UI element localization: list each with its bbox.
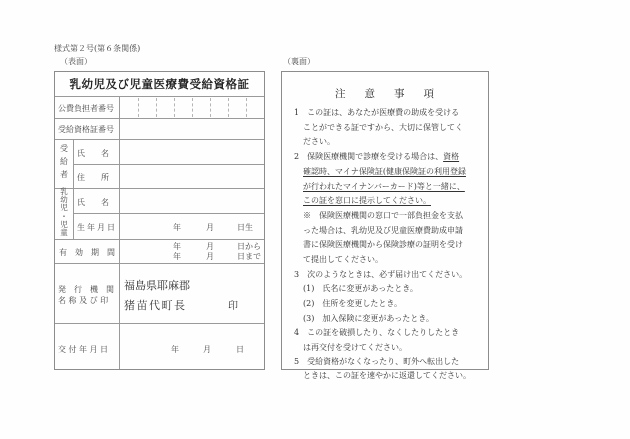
public-payer-number-field[interactable] [121, 99, 263, 117]
child-birthdate-label: 生年月日 [77, 223, 117, 232]
recipient-group-label [59, 142, 69, 181]
issuer-label-line2: 名 称 及 び 印 [58, 296, 109, 305]
issuer-label-line1: 発 行 機 関 [58, 285, 114, 294]
issuer-mayor: 猪苗代町長 [124, 299, 187, 312]
seal-mark: 印 [228, 301, 238, 312]
child-group-label [59, 188, 69, 237]
note-line: て提出してください。 [303, 255, 383, 264]
child-name-field[interactable] [121, 191, 263, 211]
title-char: 項 [423, 88, 435, 100]
validity-from-year: 年 [173, 242, 181, 251]
certificate-front [54, 71, 265, 370]
note-line: 5 受給資格がなくなったり、町外へ転出した [294, 357, 460, 366]
group-char: 幼 [60, 195, 68, 205]
group-char: ・ [60, 211, 68, 221]
group-char: 児 [60, 219, 68, 229]
notes-title [282, 86, 488, 101]
recipient-name-label: 氏 名 [77, 149, 109, 158]
issue-year-unit: 年 [171, 345, 179, 354]
note-line-underlined: が行われたマイナンバーカード)等と一緒に、 [303, 182, 465, 191]
note-line-underlined: 確認時、マイナ保険証(健康保険証の利用登録 [303, 167, 466, 176]
front-side-label: （表面） [60, 57, 92, 66]
recipient-name-field[interactable] [121, 142, 263, 162]
title-char: 事 [394, 88, 406, 100]
divider [119, 96, 120, 369]
birth-month-unit: 月 [206, 223, 214, 232]
divider [55, 118, 264, 119]
note-line: は再交付を受けてください。 [303, 343, 407, 352]
recipient-address-label: 住 所 [77, 173, 109, 182]
divider [55, 263, 264, 264]
note-line: (3) 加入保険に変更があったとき。 [303, 314, 434, 323]
birth-year-unit: 年 [173, 223, 181, 232]
divider [55, 188, 264, 189]
note-line: ※ 保険医療機関の窓口で一部負担金を支払 [303, 211, 463, 220]
title-char: 意 [364, 88, 376, 100]
issue-day-unit: 日 [236, 345, 244, 354]
issue-date-label: 交付年月日 [58, 345, 111, 354]
note-line: 書に保険医療機関から保険診療の証明を受け [303, 240, 463, 249]
divider [55, 323, 264, 324]
certificate-number-label: 受給資格証番号 [58, 125, 114, 134]
certificate-title: 乳幼児及び児童医療費受給資格証 [69, 77, 250, 91]
divider [55, 239, 264, 240]
note-line: ださい。 [303, 137, 335, 146]
issuer-prefecture-county: 福島県耶麻郡 [124, 279, 190, 292]
group-char: 受 [60, 144, 68, 153]
group-char: 者 [60, 170, 68, 179]
divider [55, 139, 264, 140]
note-line: (2) 住所を変更したとき。 [303, 299, 403, 308]
note-line: 3 次のようなときは、必ず届け出てください。 [294, 270, 468, 279]
note-text: 2 保険医療機関で診療を受ける場合は、 [294, 152, 444, 161]
birth-day-unit: 日生 [237, 223, 253, 232]
validity-to-day: 日まで [237, 252, 261, 261]
validity-from-month: 月 [206, 242, 214, 251]
divider [73, 213, 264, 214]
public-payer-number-label: 公費負担者番号 [58, 104, 114, 113]
back-side-label: （裏面） [283, 57, 315, 66]
group-char: 児 [60, 203, 68, 213]
divider [73, 164, 264, 165]
group-char: 給 [60, 157, 68, 166]
form-number: 様式第２号(第６条関係) [54, 44, 141, 53]
recipient-address-field[interactable] [121, 166, 263, 186]
note-line: (1) 氏名に変更があったとき。 [303, 284, 418, 293]
child-name-label: 氏 名 [77, 198, 109, 207]
certificate-number-field[interactable] [121, 120, 263, 138]
certificate-back [281, 71, 489, 380]
divider [55, 96, 264, 97]
note-line-underlined: この証を窓口に提示してください。 [303, 196, 431, 205]
issue-month-unit: 月 [203, 345, 211, 354]
group-char: 乳 [60, 187, 68, 196]
group-char: 童 [60, 228, 68, 238]
note-line [294, 152, 459, 162]
note-line: ことができる証ですから、大切に保管してく [303, 123, 463, 132]
validity-from-day: 日から [237, 242, 261, 251]
note-line: ときは、この証を速やかに返還してください。 [303, 371, 471, 380]
note-line: った場合は、乳幼児及び児童医療費助成申請 [303, 226, 463, 235]
divider [73, 139, 74, 239]
note-line: 1 この証は、あなたが医療費の助成を受ける [294, 108, 460, 117]
validity-to-year: 年 [173, 252, 181, 261]
validity-to-month: 月 [206, 252, 214, 261]
note-line: 4 この証を破損したり、なくしたりしたとき [294, 328, 460, 337]
validity-label: 有 効 期 間 [59, 248, 115, 257]
title-char: 注 [335, 88, 347, 100]
note-text-underlined: 資格 [443, 152, 460, 161]
